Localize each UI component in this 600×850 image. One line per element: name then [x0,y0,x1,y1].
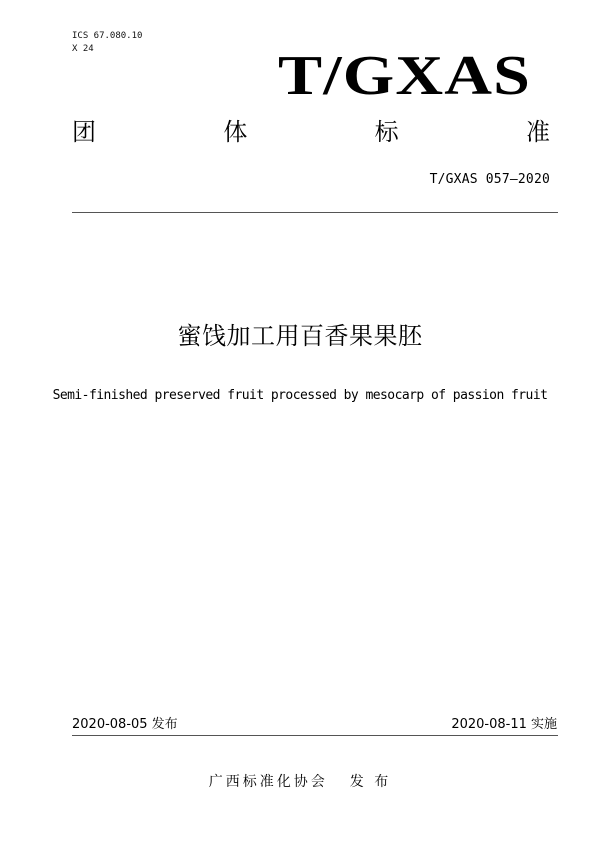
issuer-name: 广西标准化协会 [208,774,328,790]
standard-type-char: 团 [72,118,96,146]
publish-date: 2020-08-05 发布 [72,717,178,732]
issuer-action: 发 布 [349,774,392,790]
ccs-code: X 24 [72,44,94,54]
ics-code: ICS 67.080.10 [72,31,143,41]
issuer-line [0,772,600,792]
standard-type-char: 准 [525,118,550,146]
standard-number: T/GXAS 057—2020 [429,172,550,187]
standard-type-heading [72,117,550,147]
standard-brand-logo: T/GXAS [278,45,532,107]
implement-date: 2020-08-11 实施 [451,717,557,732]
document-title-chinese: 蜜饯加工用百香果果胚 [177,322,423,350]
footer-divider [72,735,558,736]
document-title-english: Semi-finished preserved fruit processed by mesocarp of passion fruit [52,388,548,403]
standard-type-char: 标 [374,118,399,146]
standard-type-char: 体 [223,118,248,146]
header-divider [72,212,558,213]
